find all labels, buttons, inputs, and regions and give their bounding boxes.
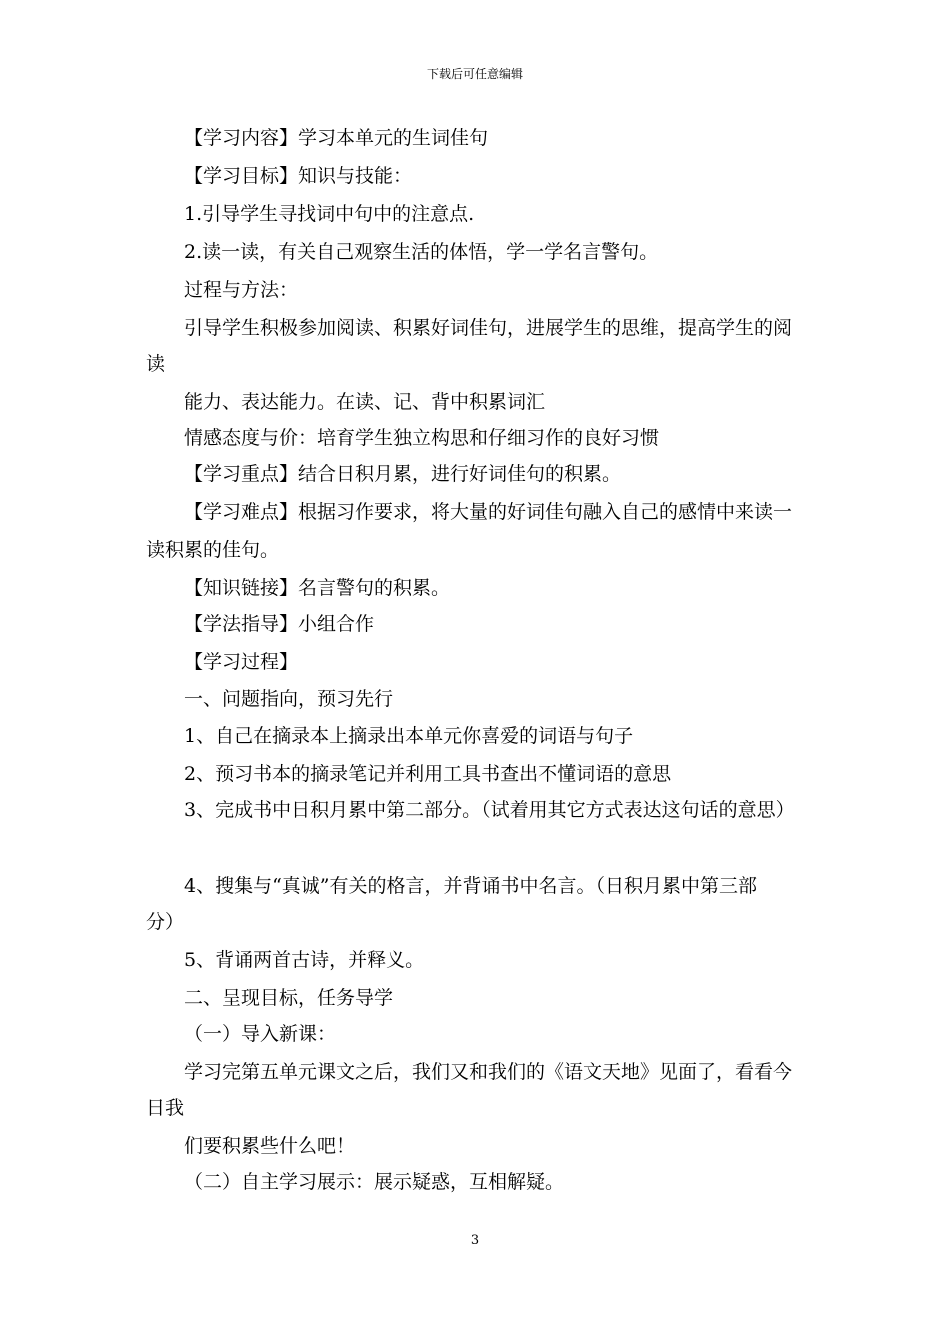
text-line: 【学习内容】学习本单元的生词佳句 [184,127,489,149]
text-line: 过程与方法： [184,279,299,301]
text-line: （二）自主学习展示：展示疑惑，互相解疑。 [184,1171,565,1193]
text-line: 【学法指导】小组合作 [184,613,375,635]
text-line: 情感态度与价：培育学生独立构思和仔细习作的良好习惯 [184,427,660,449]
page-header: 下载后可任意编辑 [426,67,523,81]
text-line: 【学习重点】结合日积月累，进行好词佳句的积累。 [184,463,622,485]
text-line: （一）导入新课： [184,1023,337,1045]
text-line: 日我 [146,1097,185,1119]
text-line: 【学习过程】 [184,651,299,673]
text-line: 【学习难点】根据习作要求，将大量的好词佳句融入自己的感情中来读一 [184,501,793,523]
text-line: 一、问题指向，预习先行 [184,688,394,710]
text-line: 学习完第五单元课文之后，我们又和我们的《语文天地》见面了，看看今 [184,1061,793,1083]
text-line: 1、自己在摘录本上摘录出本单元你喜爱的词语与句子 [184,725,634,747]
text-line: 分） [146,911,185,933]
text-line: 5、背诵两首古诗，并释义。 [184,949,425,971]
text-line: 们要积累些什么吧！ [184,1135,356,1157]
page-number: 3 [470,1233,480,1248]
text-line: 4、搜集与“真诚”有关的格言，并背诵书中名言。（日积月累中第三部 [184,875,758,897]
text-line: 能力、表达能力。在读、记、背中积累词汇 [184,391,546,413]
text-line: 【学习目标】知识与技能： [184,165,413,187]
text-line: 3、完成书中日积月累中第二部分。（试着用其它方式表达这句话的意思） [184,799,795,821]
text-line: 1.引导学生寻找词中句中的注意点. [184,203,475,225]
text-line: 读 [146,353,166,375]
text-line: 二、呈现目标，任务导学 [184,987,394,1009]
text-line: 2、预习书本的摘录笔记并利用工具书查出不懂词语的意思 [184,763,672,785]
text-line: 引导学生积极参加阅读、积累好词佳句，进展学生的思维，提高学生的阅 [184,317,793,339]
text-line: 【知识链接】名言警句的积累。 [184,577,451,599]
text-line: 读积累的佳句。 [146,539,280,561]
text-line: 2.读一读，有关自己观察生活的体悟，学一学名言警句。 [184,241,659,263]
